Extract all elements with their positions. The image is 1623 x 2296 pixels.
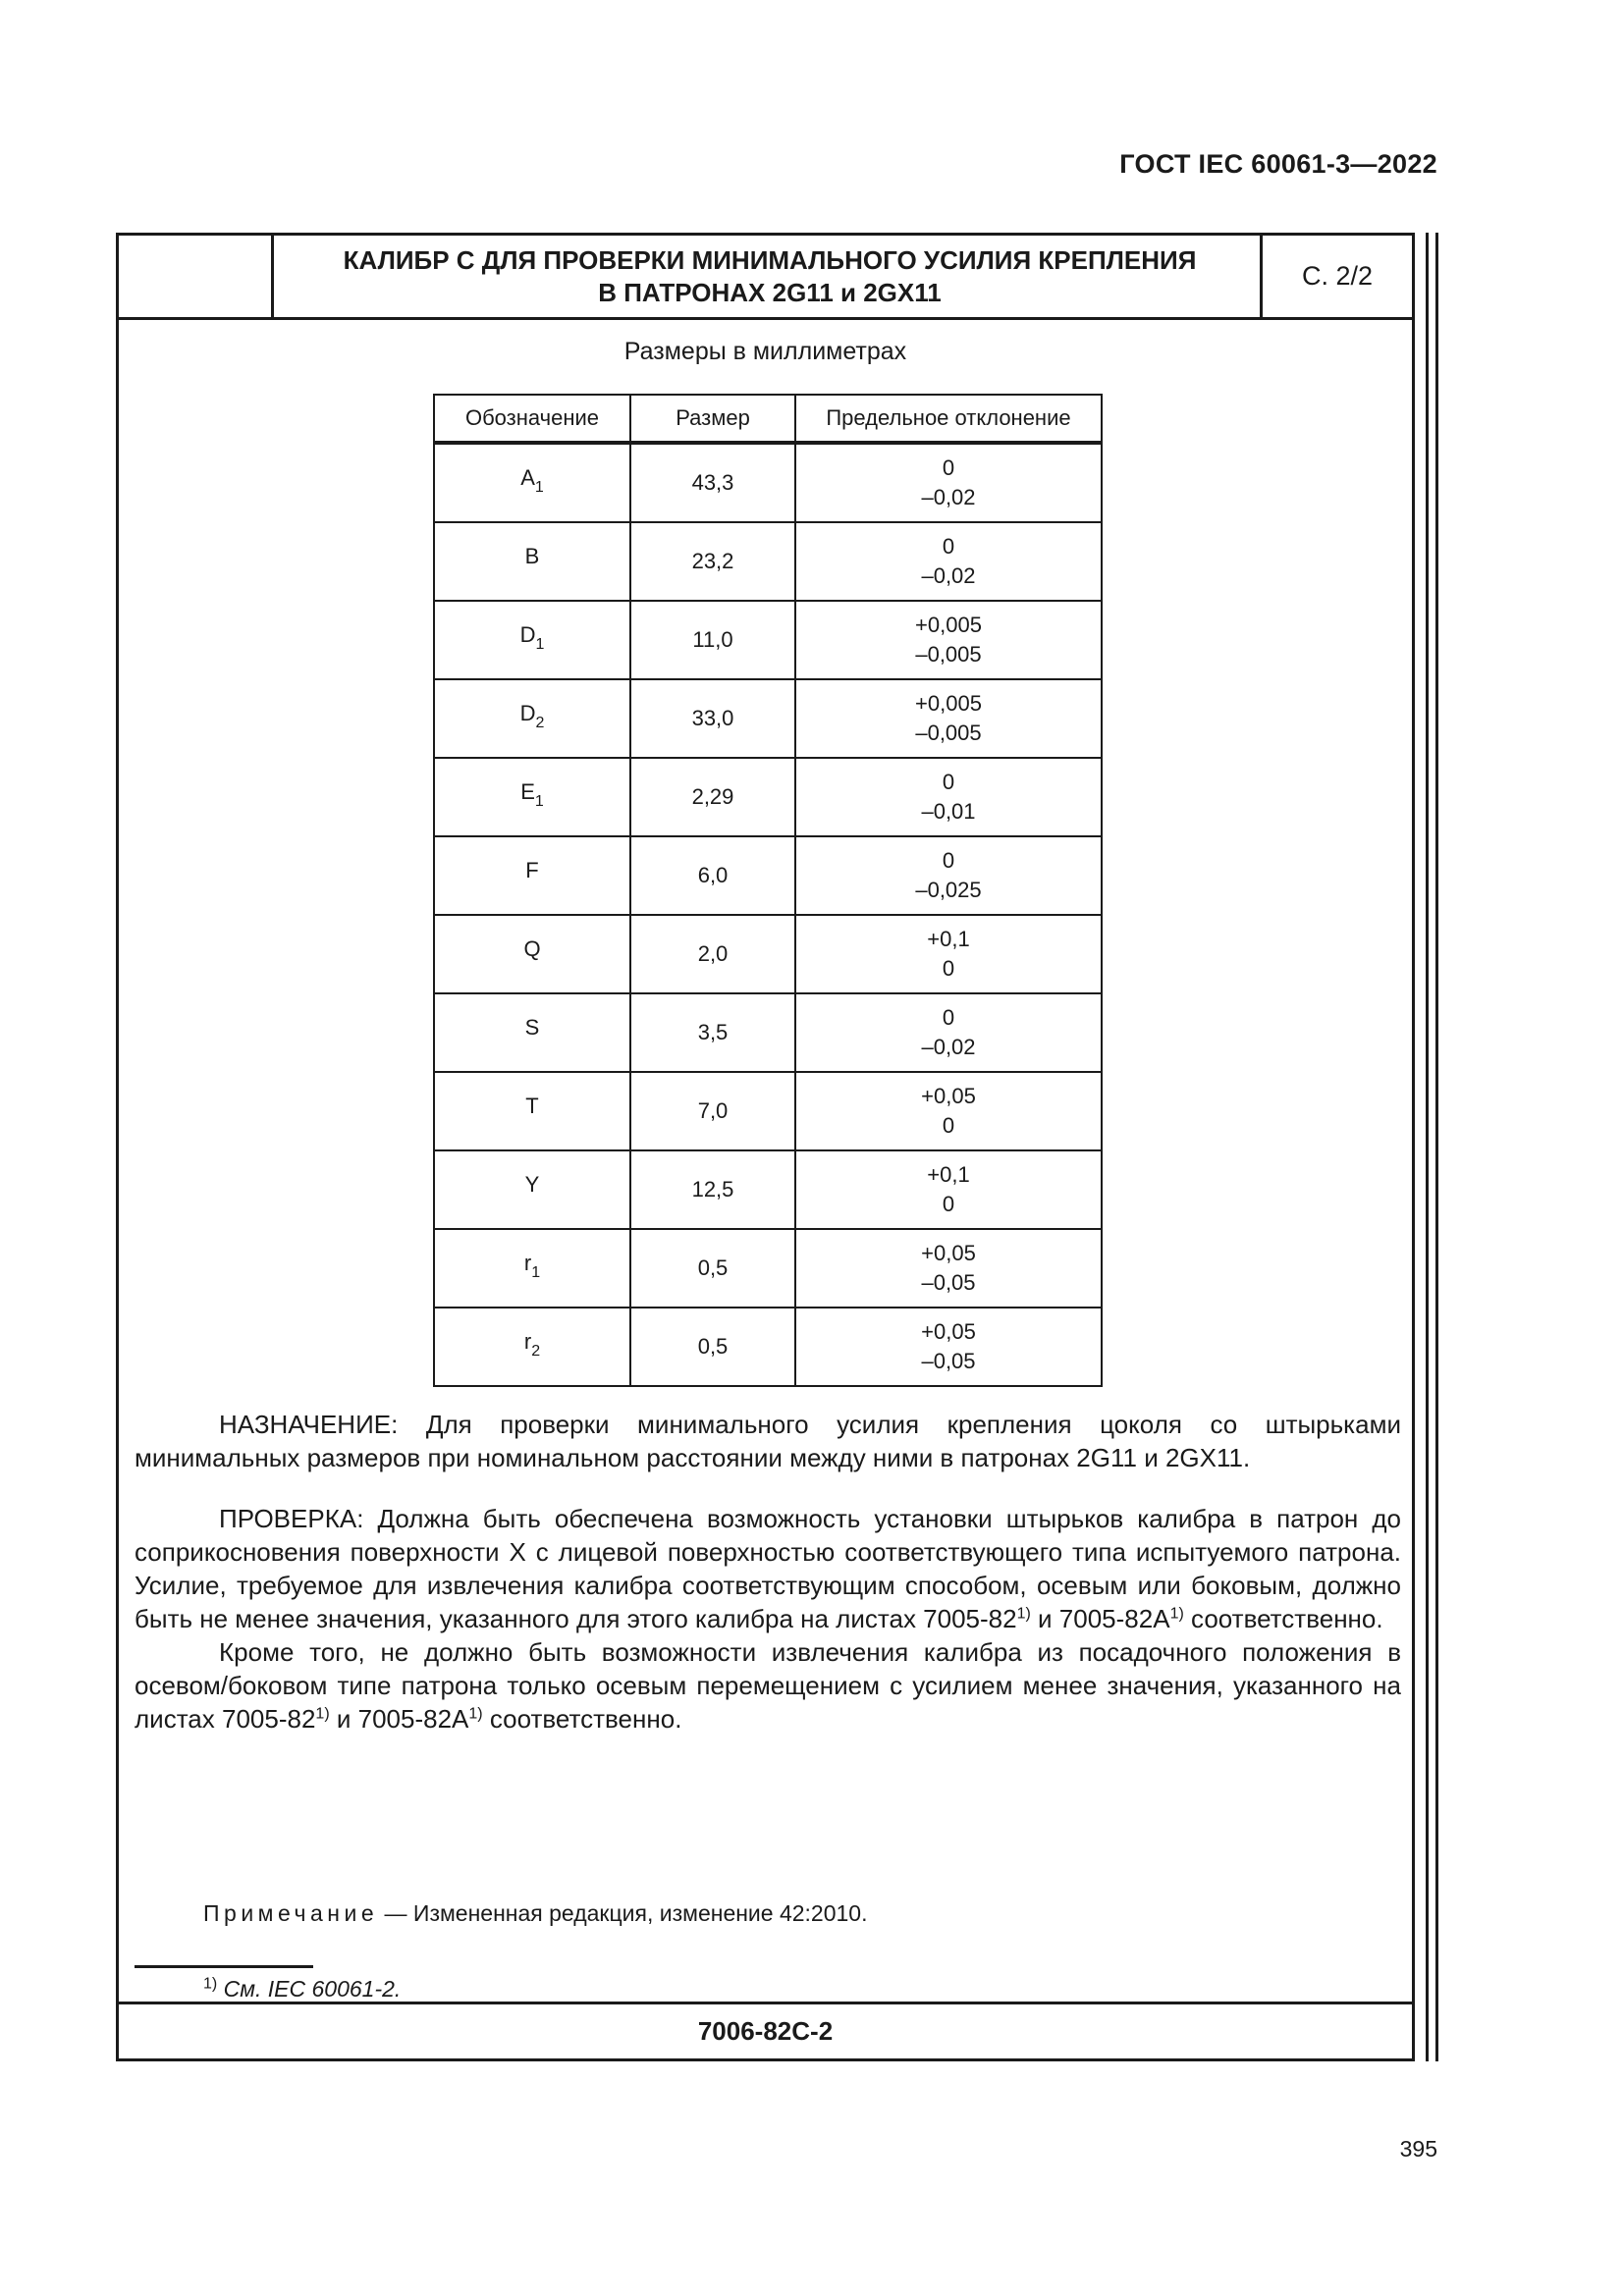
table-row	[434, 1229, 1102, 1308]
tolerance-upper: 0	[942, 534, 955, 559]
table-row	[434, 679, 1102, 758]
subscript: 1	[535, 636, 545, 653]
cell-size: 0,5	[630, 1308, 795, 1386]
cell-designation: S	[434, 993, 630, 1072]
footnote-text: См. IEC 60061-2.	[223, 1976, 402, 2002]
page-number: 395	[1399, 2136, 1437, 2162]
sheet-title-line-2: В ПАТРОНАХ 2G11 и 2GX11	[598, 277, 942, 307]
footnote-mark: 1)	[203, 1975, 218, 1993]
table-row	[434, 1308, 1102, 1386]
sheet-frame	[116, 233, 1415, 2061]
subscript: 1	[534, 479, 544, 496]
footnote-rule	[135, 1965, 313, 1968]
cell-tolerance	[795, 993, 1102, 1072]
tolerance-upper: 0	[942, 455, 955, 480]
header-size: Размер	[630, 395, 795, 443]
extra-paragraph: Кроме того, не должно быть возможности извлечения калибра из посадочного положения в осевом/боковом типе патрона только осевым перемещением с усилием менее значения, указанного на листах 7005-82$^{1)}$ и $7005-82A^{1)}$ соответственно.	[135, 1637, 1401, 1734]
tolerance-upper: 0	[942, 1005, 955, 1030]
margin-rule	[1426, 233, 1429, 2061]
cell-tolerance	[795, 1229, 1102, 1308]
table-row	[434, 836, 1102, 915]
table-row	[434, 1072, 1102, 1150]
tolerance-lower: –0,05	[921, 1349, 976, 1373]
footnote-ref: 1)	[1169, 1605, 1184, 1623]
cell-designation: $r_2$	[434, 1308, 630, 1386]
subscript: 1	[531, 1264, 541, 1281]
cell-size: 2,29	[630, 758, 795, 836]
cell-tolerance	[795, 1308, 1102, 1386]
cell-size: 12,5	[630, 1150, 795, 1229]
tolerance-lower: –0,02	[921, 1035, 976, 1059]
table-row	[434, 758, 1102, 836]
cell-size: 7,0	[630, 1072, 795, 1150]
table-row	[434, 993, 1102, 1072]
dimensions-table	[433, 394, 1103, 1387]
tolerance-upper: 0	[942, 770, 955, 794]
cell-designation: $r_1$	[434, 1229, 630, 1308]
footnote-ref: 1)	[468, 1705, 483, 1723]
subscript: 1	[534, 793, 544, 810]
tolerance-lower: –0,01	[921, 799, 976, 824]
tolerance-upper: +0,05	[921, 1319, 976, 1344]
header-tolerance: Предельное отклонение	[795, 395, 1102, 443]
check-paragraph: ПРОВЕРКА: Должна быть обеспечена возможность установки штырьков калибра в патрон до соприкосновения поверхности X с лицевой поверхностью соответствующего типа испытуемого патрона. Усилие, требуемое для извлечения калибра соответствующим способом, осевым или боковым, должно быть не менее значения, указанного для этого калибра на листах 7005-82$^{1)}$ и $7005-82A^{1)}$ соответственно.	[135, 1504, 1401, 1633]
cell-designation: F	[434, 836, 630, 915]
tolerance-upper: +0,05	[921, 1241, 976, 1265]
tolerance-lower: –0,05	[921, 1270, 976, 1295]
cell-tolerance	[795, 443, 1102, 522]
cell-designation: T	[434, 1072, 630, 1150]
sheet-number: С. 2/2	[1260, 236, 1412, 317]
cell-size: 6,0	[630, 836, 795, 915]
tolerance-upper: +0,1	[927, 927, 970, 951]
note-text: — Измененная редакция, изменение 42:2010.	[378, 1900, 868, 1926]
cell-tolerance	[795, 1072, 1102, 1150]
cell-designation: $D_1$	[434, 601, 630, 679]
cell-tolerance	[795, 915, 1102, 993]
tolerance-lower: –0,005	[915, 721, 982, 745]
tolerance-upper: 0	[942, 848, 955, 873]
cell-size: 2,0	[630, 915, 795, 993]
body-text	[135, 1408, 1401, 1735]
tolerance-lower: 0	[942, 1113, 955, 1138]
header-designation: Обозначение	[434, 395, 630, 443]
subscript: 2	[531, 1343, 541, 1360]
table-row	[434, 915, 1102, 993]
cell-designation: Q	[434, 915, 630, 993]
table-row	[434, 443, 1102, 522]
table-row	[434, 601, 1102, 679]
tolerance-upper: +0,1	[927, 1162, 970, 1187]
tolerance-lower: –0,005	[915, 642, 982, 667]
footnote-ref: 1)	[315, 1705, 330, 1723]
cell-tolerance	[795, 1150, 1102, 1229]
table-row	[434, 522, 1102, 601]
cell-size: 11,0	[630, 601, 795, 679]
cell-size: 23,2	[630, 522, 795, 601]
cell-designation: Y	[434, 1150, 630, 1229]
table-row	[434, 1150, 1102, 1229]
cell-tolerance	[795, 601, 1102, 679]
sheet-title-line-1: КАЛИБР С ДЛЯ ПРОВЕРКИ МИНИМАЛЬНОГО УСИЛИЯ КРЕПЛЕНИЯ	[343, 244, 1197, 275]
footnote-ref: 1)	[1016, 1605, 1031, 1623]
tolerance-upper: +0,005	[915, 691, 982, 716]
cell-size: 0,5	[630, 1229, 795, 1308]
purpose-paragraph: НАЗНАЧЕНИЕ: Для проверки минимального усилия крепления цоколя со штырьками минимальных размеров при номинальном расстоянии между ними в патронах 2G11 и 2GX11.	[135, 1410, 1401, 1472]
cell-tolerance	[795, 522, 1102, 601]
margin-rule	[1435, 233, 1438, 2061]
tolerance-lower: 0	[942, 956, 955, 981]
tolerance-lower: –0,02	[921, 485, 976, 509]
cell-tolerance	[795, 836, 1102, 915]
cell-designation: B	[434, 522, 630, 601]
subscript: 2	[535, 715, 545, 731]
sheet-code: 7006-82C-2	[119, 2002, 1412, 2058]
tolerance-lower: 0	[942, 1192, 955, 1216]
tolerance-upper: +0,05	[921, 1084, 976, 1108]
tolerance-upper: +0,005	[915, 613, 982, 637]
cell-tolerance	[795, 758, 1102, 836]
title-block	[119, 236, 1412, 320]
tolerance-lower: –0,025	[915, 878, 982, 902]
note-lead: Примечание	[203, 1900, 379, 1926]
cell-tolerance	[795, 679, 1102, 758]
table-header-row	[434, 395, 1102, 443]
cell-size: 43,3	[630, 443, 795, 522]
note	[203, 1900, 868, 1927]
tolerance-lower: –0,02	[921, 563, 976, 588]
footnote	[203, 1976, 401, 2002]
cell-size: 33,0	[630, 679, 795, 758]
cell-size: 3,5	[630, 993, 795, 1072]
title-block-empty-cell	[119, 236, 274, 317]
cell-designation: $E_1$	[434, 758, 630, 836]
cell-designation: $A_1$	[434, 443, 630, 522]
standard-code: ГОСТ IEC 60061-3—2022	[1119, 149, 1437, 179]
sheet-title	[274, 236, 1266, 317]
units-caption: Размеры в миллиметрах	[623, 338, 907, 365]
table-body	[434, 443, 1102, 1386]
cell-designation: $D_2$	[434, 679, 630, 758]
